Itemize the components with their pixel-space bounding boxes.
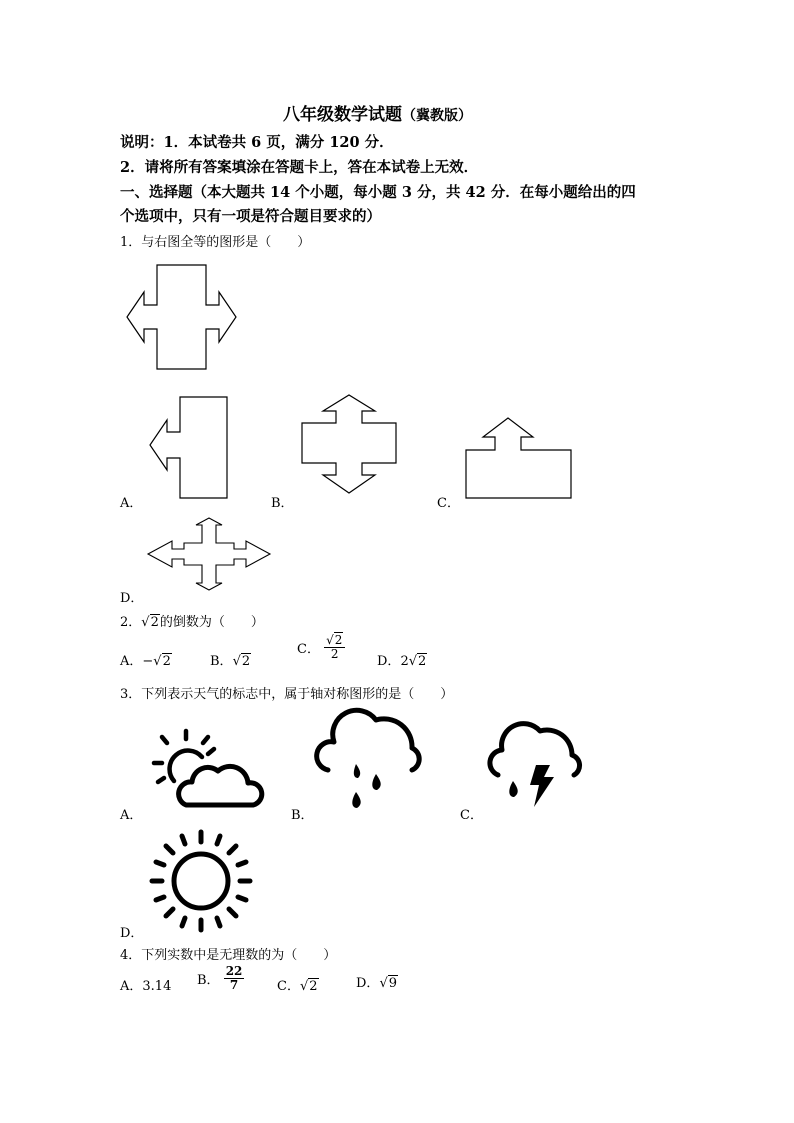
q4-stem: 4．下列实数中是无理数的为（ ）	[120, 948, 337, 963]
q4-option-c[interactable]: C．√2	[277, 979, 318, 994]
q2-option-b[interactable]: B．√2	[210, 654, 251, 669]
q2-option-b-radicand: 2	[241, 654, 251, 669]
section-heading-line-2: 个选项中，只有一项是符合题目要求的）	[120, 208, 381, 225]
q2-stem-suffix: 的倒数为（ ）	[159, 615, 264, 630]
q2-option-c-denominator: 2	[330, 647, 339, 662]
q2-stem-radicand: 2	[150, 615, 159, 630]
q4-option-b-fraction	[224, 965, 245, 992]
q1-option-a-label[interactable]: A．	[120, 496, 143, 511]
q2-option-a-radicand: 2	[162, 654, 171, 669]
q2-stem-radical: √2	[141, 615, 159, 630]
section-heading-line-1: 一、选择题（本大题共 14 个小题，每小题 3 分，共 42 分．在每小题给出的四	[120, 184, 636, 201]
q1-option-b-label[interactable]: B．	[271, 496, 294, 511]
q4-option-d-radicand: 9	[388, 976, 398, 991]
q2-option-c-fraction: $\frac{√2}{2}$	[324, 634, 345, 661]
q4-option-b[interactable]	[197, 965, 244, 992]
q4-option-a-label: A．	[120, 979, 143, 994]
q1-stem: 1．与右图全等的图形是（ ）	[120, 235, 311, 250]
q2-option-d-radicand: 2	[418, 654, 427, 669]
q1-reference-figure	[124, 262, 238, 372]
rain-cloud-icon	[316, 708, 428, 812]
q3-option-d-label[interactable]: D．	[120, 926, 144, 941]
q2-option-b-label: B．	[210, 654, 233, 669]
q3-option-c-label[interactable]: C．	[460, 808, 483, 823]
q4-option-d[interactable]: D．√9	[356, 976, 398, 991]
q1-option-a-figure	[147, 395, 231, 501]
q4-option-c-radicand: 2	[309, 979, 318, 994]
sun-cloud-icon	[150, 727, 262, 817]
q3-stem: 3．下列表示天气的标志中，属于轴对称图形的是（ ）	[120, 687, 454, 702]
q2-option-d[interactable]: D．2√2	[377, 654, 427, 669]
q1-option-c-label[interactable]: C．	[437, 496, 460, 511]
q4-option-b-label: B．	[197, 973, 220, 989]
q2-option-a-sign: −	[142, 654, 154, 669]
q2-option-a[interactable]: A．−√2	[120, 654, 171, 669]
note-line-2: 2．请将所有答案填涂在答题卡上，答在本试卷上无效．	[120, 159, 479, 176]
q4-option-b-numerator: 22	[225, 964, 243, 978]
title-suffix: （冀教版）	[402, 108, 472, 124]
q2-option-c-label: C．	[297, 642, 320, 658]
q2-stem-prefix: 2．	[120, 615, 142, 630]
q1-option-d-figure	[144, 516, 274, 592]
title-main: 八年级数学试题	[283, 105, 402, 125]
q4-option-d-label: D．	[356, 976, 380, 991]
q3-option-a-label[interactable]: A．	[120, 808, 143, 823]
q1-option-c-figure	[463, 415, 575, 501]
q4-option-a-value: 3.14	[142, 979, 172, 994]
q4-option-b-denominator: 7	[229, 978, 239, 993]
q3-option-b-label[interactable]: B．	[291, 808, 314, 823]
q2-option-d-label: D．	[377, 654, 401, 669]
q2-option-c[interactable]	[297, 634, 345, 661]
sun-icon	[148, 828, 254, 934]
q1-option-b-figure	[299, 393, 399, 496]
q2-option-d-coefficient: 2	[400, 654, 409, 669]
q2-stem	[120, 611, 264, 630]
q2-option-a-label: A．	[120, 654, 143, 669]
q2-option-c-numerator-radicand: 2	[334, 633, 343, 647]
q4-option-c-label: C．	[277, 979, 300, 994]
q4-option-a[interactable]	[120, 975, 171, 994]
q1-option-d-label[interactable]: D．	[120, 591, 144, 606]
page-title	[283, 100, 472, 125]
thunderstorm-icon	[486, 719, 588, 811]
note-line-1: 说明：1．本试卷共 6 页，满分 120 分．	[120, 134, 394, 151]
